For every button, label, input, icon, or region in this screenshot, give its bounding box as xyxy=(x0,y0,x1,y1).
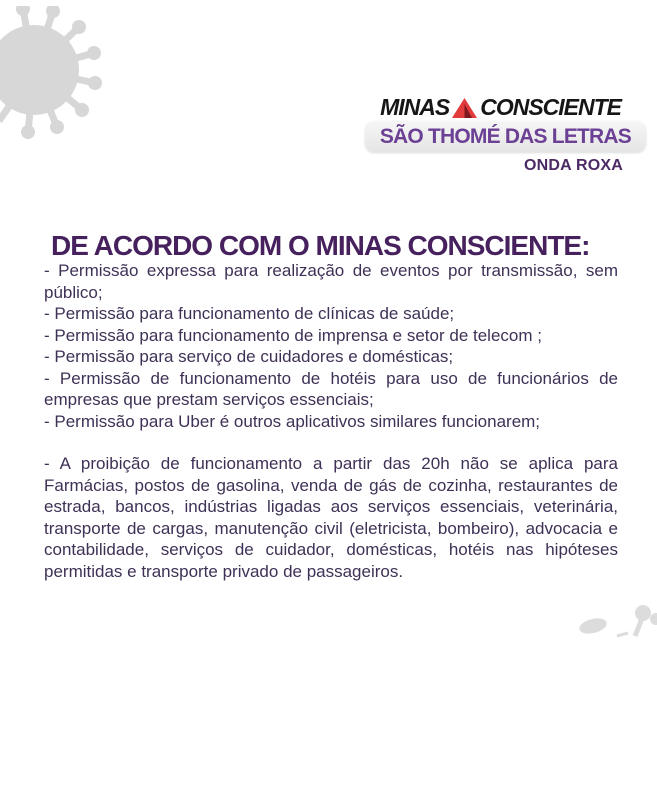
bullet-item: - Permissão expressa para realização de eventos por transmissão, sem público; xyxy=(44,261,618,302)
bullet-item: - Permissão para serviço de cuidadores e domésticas; xyxy=(44,347,454,366)
bullet-item: - Permissão para funcionamento de clínicas de saúde; xyxy=(44,304,455,323)
virus-icon-top-left xyxy=(0,6,118,144)
brand-left-label: MINAS xyxy=(380,94,450,120)
final-paragraph: - A proibição de funcionamento a partir das 20h não se aplica para Farmácias, postos de gasolina, venda de gás de cozinha, restaurantes de estrada, bancos, indústrias ligadas aos serviços essenciais, veterinária, transporte de cargas, manutenção civil (eletricista, bombeiro), advocacia e contabilidade, serviços de cuidador, domésticas, hotéis nas hipóteses permitidas e transporte privado de passageiros. xyxy=(44,454,618,581)
minas-consciente-logo xyxy=(380,94,621,121)
bullet-item: - Permissão para funcionamento de imprensa e setor de telecom ; xyxy=(44,325,542,345)
body-content xyxy=(44,260,618,582)
wave-label: ONDA ROXA xyxy=(524,157,623,174)
city-banner xyxy=(365,121,646,152)
mountain-triangle-icon xyxy=(452,98,477,118)
page-title: DE ACORDO COM O MINAS CONSCIENTE: xyxy=(51,229,590,261)
virus-icon-bottom-right xyxy=(571,598,657,646)
bullet-item: - Permissão para Uber é outros aplicativos similares funcionarem; xyxy=(44,411,541,431)
brand-right-label: CONSCIENTE xyxy=(480,94,621,120)
bullet-item: - Permissão de funcionamento de hotéis para uso de funcionários de empresas que prestam serviços essenciais; xyxy=(44,368,618,409)
city-banner-label: SÃO THOMÉ DAS LETRAS xyxy=(379,124,631,148)
